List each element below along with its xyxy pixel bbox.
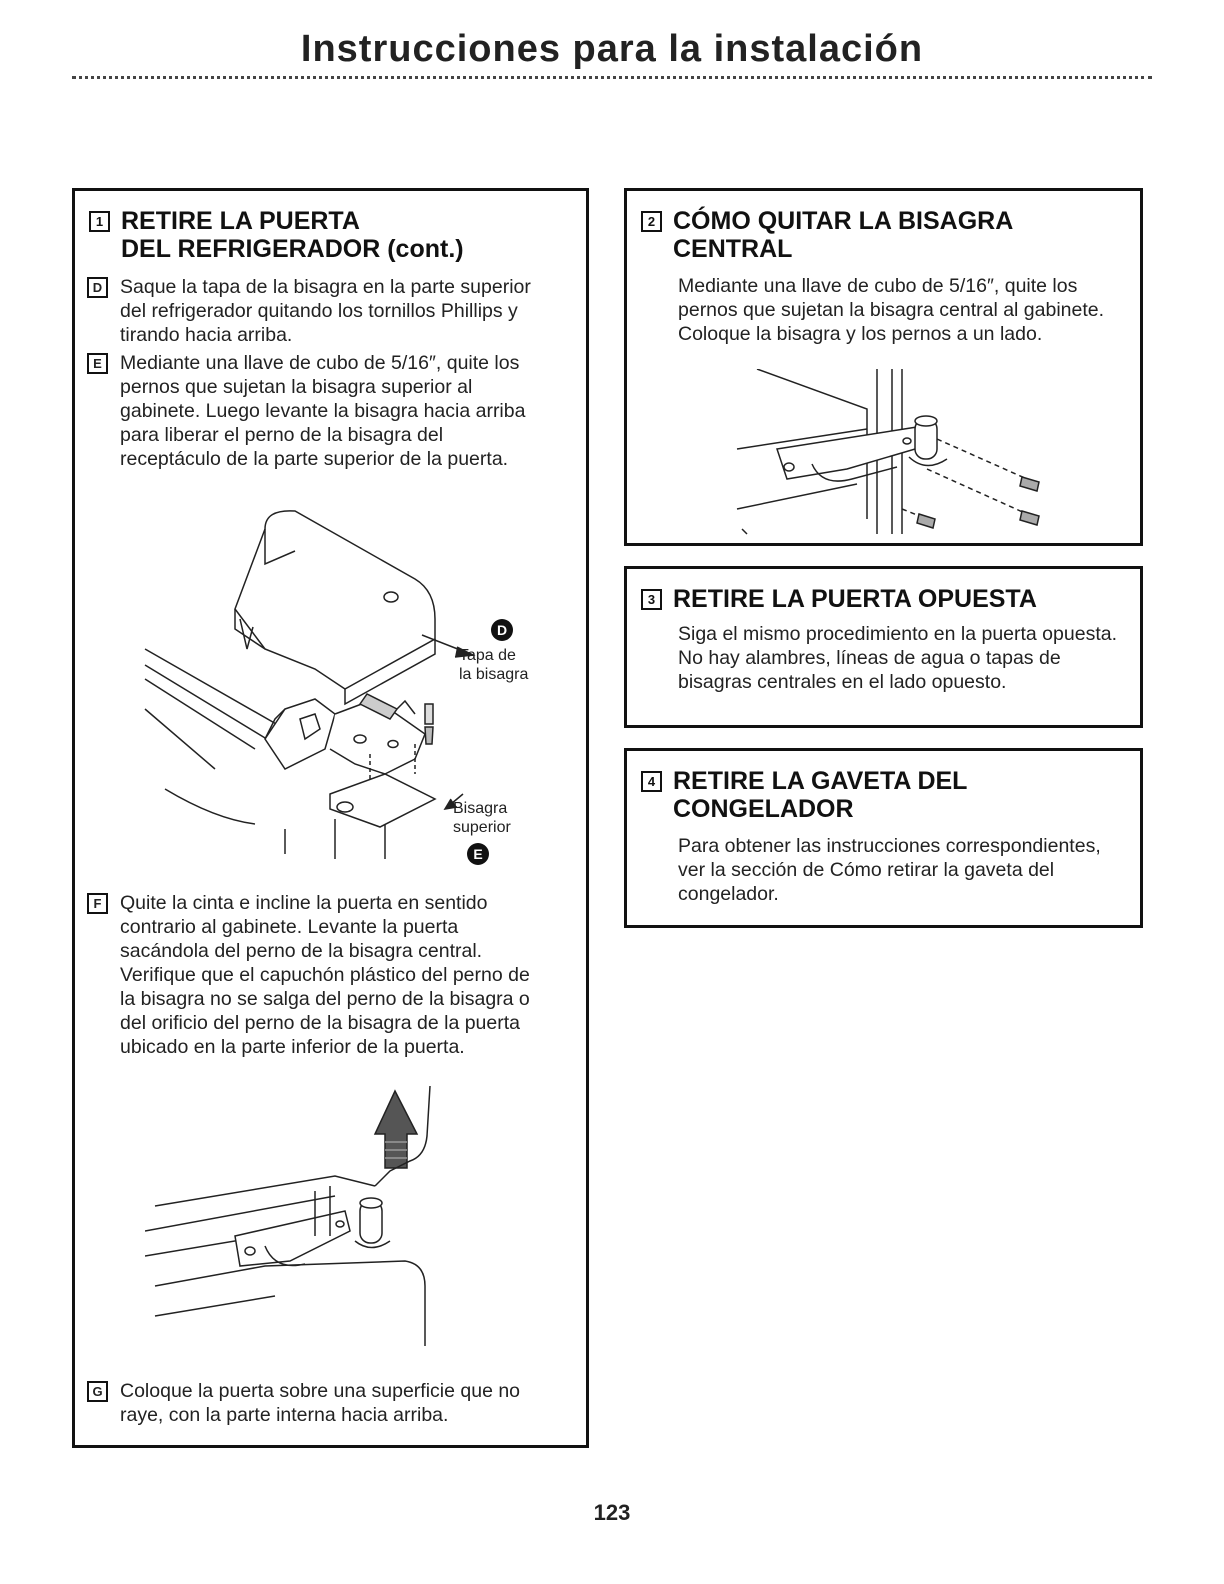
top-hinge-label-line2: superior	[453, 819, 511, 836]
section-4-heading	[641, 767, 967, 823]
section-2-number: 2	[641, 211, 662, 232]
section-3-title: RETIRE LA PUERTA OPUESTA	[673, 585, 1037, 613]
section-1-heading	[89, 207, 464, 263]
step-g-text: Coloque la puerta sobre una superficie que no raye, con la parte interna hacia arriba.	[120, 1380, 521, 1426]
step-f-letter: F	[87, 893, 108, 914]
title-rule	[72, 76, 1152, 79]
step-g	[87, 1379, 545, 1427]
section-4-number: 4	[641, 771, 662, 792]
page-number: 123	[593, 1500, 631, 1525]
step-g-letter: G	[87, 1381, 108, 1402]
section-2-body: Mediante una llave de cubo de 5/16″, quite los pernos que sujetan la bisagra central al gabinete. Coloque la bisagra y los pernos a un lado.	[678, 275, 1105, 345]
step-e-letter: E	[87, 353, 108, 374]
section-3-number: 3	[641, 589, 662, 610]
step-e	[87, 351, 545, 471]
section-remove-door-box	[72, 188, 589, 1448]
hinge-cap-label-line1: Tapa de	[459, 647, 516, 664]
lift-door-illustration	[145, 1086, 445, 1356]
step-d-letter: D	[87, 277, 108, 298]
center-hinge-illustration	[727, 369, 1057, 539]
hinge-cap-label-line2: la bisagra	[459, 666, 529, 683]
callout-e-marker: E	[467, 843, 489, 865]
step-f	[87, 891, 545, 1059]
section-1-number: 1	[89, 211, 110, 232]
page-title: Instrucciones para la instalación	[300, 28, 924, 70]
section-3-heading	[641, 585, 1037, 613]
callout-d-marker: D	[491, 619, 513, 641]
step-f-text: Quite la cinta e incline la puerta en sentido contrario al gabinete. Levante la puerta sacándola del perno de la bisagra central. Verifique que el capuchón plástico del perno de la bisagra no se salga del perno de la bisagra o del orificio del perno de la bisagra de la puerta ubicado en la parte inferior de la puerta.	[120, 892, 530, 1058]
section-freezer-drawer-box	[624, 748, 1143, 928]
section-2-title: CÓMO QUITAR LA BISAGRA CENTRAL	[673, 207, 1014, 263]
step-e-text: Mediante una llave de cubo de 5/16″, quite los pernos que sujetan la bisagra superior al gabinete. Luego levante la bisagra hacia arriba para liberar el perno de la bisagra del receptáculo de la parte superior de la puerta.	[120, 352, 526, 470]
section-3-body: Siga el mismo procedimiento en la puerta opuesta. No hay alambres, líneas de agua o tapas de bisagras centrales en el lado opuesto.	[678, 623, 1117, 693]
section-opposite-door-box	[624, 566, 1143, 728]
section-4-title: RETIRE LA GAVETA DEL CONGELADOR	[673, 767, 968, 823]
section-1-title: RETIRE LA PUERTA DEL REFRIGERADOR (cont.)	[121, 207, 464, 263]
section-2-heading	[641, 207, 1013, 263]
section-center-hinge-box	[624, 188, 1143, 546]
section-4-body: Para obtener las instrucciones correspondientes, ver la sección de Cómo retirar la gaveta del congelador.	[678, 835, 1101, 905]
top-hinge-label-line1: Bisagra	[453, 800, 508, 817]
step-d-text: Saque la tapa de la bisagra en la parte superior del refrigerador quitando los tornillos Phillips y tirando hacia arriba.	[120, 276, 531, 346]
step-d	[87, 275, 545, 347]
